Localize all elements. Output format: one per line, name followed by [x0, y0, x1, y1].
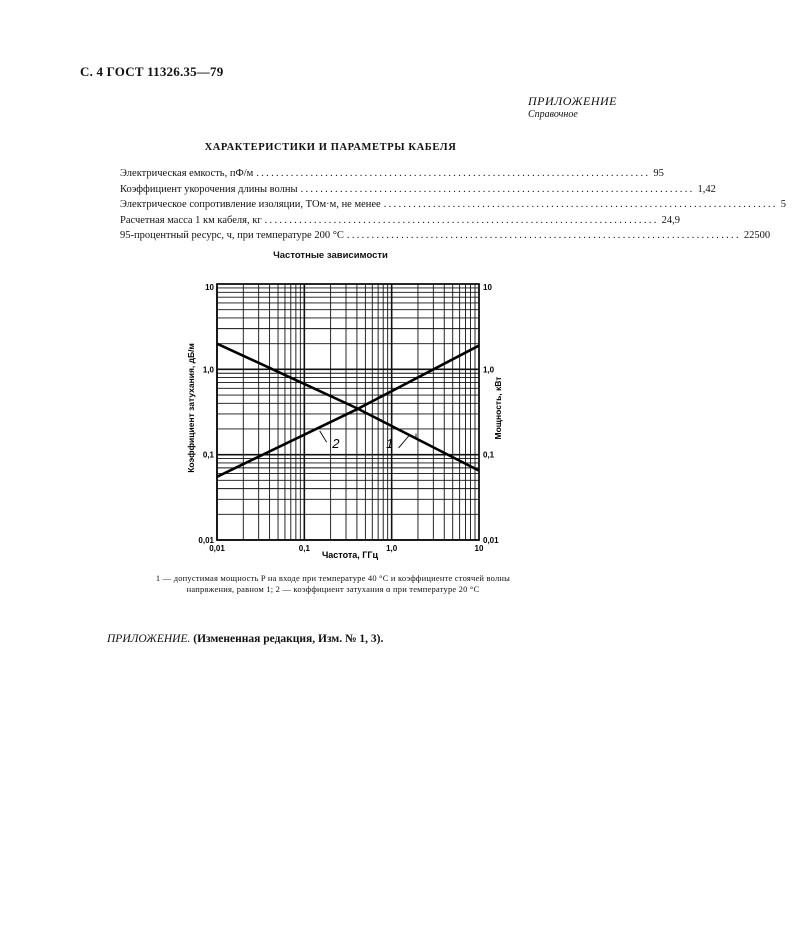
- x-tick-label: 1,0: [386, 544, 398, 553]
- series-line-1: [217, 344, 479, 471]
- param-label: Электрическое сопротивление изоляции, ТОм·м, не менее: [120, 199, 381, 210]
- param-row: [120, 199, 786, 215]
- amendment-note: [107, 633, 383, 645]
- chart-grid: [217, 284, 479, 540]
- leader-dots: ................................................................................: [264, 214, 659, 226]
- frequency-chart: [180, 268, 510, 564]
- leader-dots: ................................................................................: [346, 230, 741, 241]
- leader-dots: ................................................................................: [383, 199, 778, 210]
- parameters-list: [120, 168, 786, 246]
- x-axis-label: Частота, ГГц: [321, 550, 379, 560]
- y-tick-label: 1,0: [202, 365, 214, 375]
- caption-line-2: напряжения, равном 1; 2 — коэффициент затухания α при температуре 20 °С: [186, 584, 480, 594]
- y2-tick-label: 1,0: [483, 365, 495, 375]
- appendix-label: ПРИЛОЖЕНИЕ: [528, 94, 617, 108]
- param-label: Коэффициент укорочения длины волны: [120, 183, 298, 195]
- page-header: С. 4 ГОСТ 11326.35—79: [80, 64, 224, 79]
- param-row: [120, 168, 664, 184]
- series-label-1: 1: [386, 435, 394, 451]
- section-title: ХАРАКТЕРИСТИКИ И ПАРАМЕТРЫ КАБЕЛЯ: [204, 142, 457, 153]
- param-value: 95: [653, 168, 664, 179]
- appendix-sublabel: Справочное: [528, 109, 578, 120]
- chart-series: [217, 344, 479, 477]
- param-value: 5: [780, 199, 786, 210]
- param-value: 1,42: [697, 183, 716, 195]
- figure-caption: [118, 573, 548, 595]
- leader-dots: ................................................................................: [256, 168, 651, 179]
- x-tick-label: 0,1: [298, 544, 310, 553]
- y-axis-label: Коэффициент затухания, дБ/м: [186, 343, 196, 473]
- param-label: Расчетная масса 1 км кабеля, кг: [120, 214, 262, 226]
- note-bold: (Измененная редакция, Изм. № 1, 3).: [193, 633, 384, 645]
- y2-tick-label: 0,1: [483, 450, 495, 460]
- series-leader-2: [320, 431, 327, 442]
- y-tick-label: 0,01: [198, 536, 214, 545]
- chart-title: Частотные зависимости: [273, 250, 388, 261]
- param-label: Электрическая емкость, пФ/м: [120, 168, 254, 179]
- y2-axis-label: Мощность, кВт: [493, 376, 503, 440]
- series-leader-1b: [399, 435, 410, 448]
- param-row: [120, 230, 771, 246]
- param-row: [120, 183, 716, 200]
- param-row: [120, 214, 680, 231]
- x-tick-label: 10: [474, 544, 484, 553]
- param-label: 95-процентный ресурс, ч, при температуре 200 °С: [120, 230, 344, 241]
- note-italic: ПРИЛОЖЕНИЕ.: [107, 633, 191, 645]
- plot-frame: [217, 284, 479, 540]
- x-tick-label: 0,01: [209, 544, 225, 553]
- y2-tick-label: 10: [483, 283, 492, 292]
- caption-line-1: 1 — допустимая мощность P на входе при температуре 40 °С и коэффициенте стоячей волны: [155, 573, 511, 583]
- series-line-2: [217, 346, 479, 477]
- y-tick-label: 0,1: [202, 450, 214, 460]
- y-tick-label: 10: [205, 283, 214, 292]
- appendix-label-block: [528, 94, 617, 120]
- param-value: 24,9: [661, 214, 680, 226]
- leader-dots: ................................................................................: [300, 183, 695, 195]
- series-label-2: 2: [332, 435, 340, 451]
- param-value: 22500: [743, 230, 771, 241]
- y2-tick-label: 0,01: [483, 536, 499, 545]
